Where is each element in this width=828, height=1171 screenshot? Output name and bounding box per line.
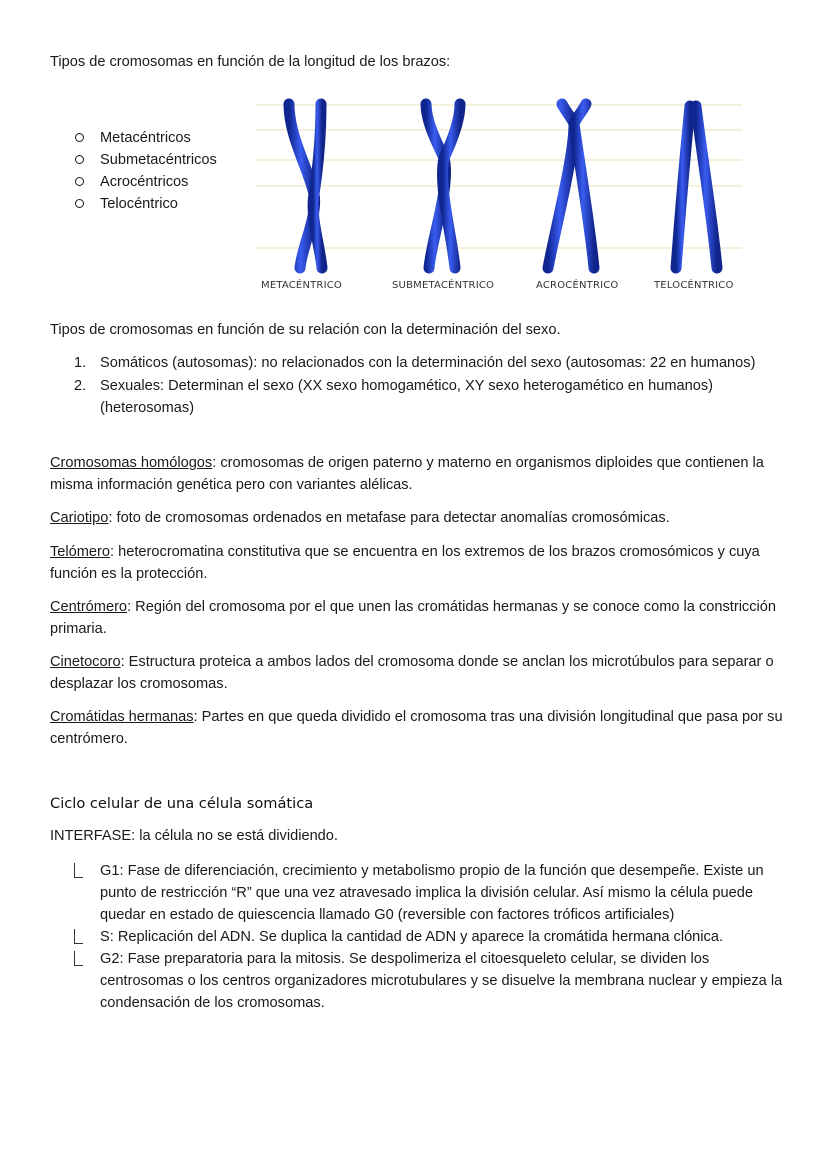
list-item: 1. Somáticos (autosomas): no relacionados con la determinación del sexo (autosomas: 22 en humanos) (74, 355, 756, 371)
list-item: Telocéntrico (72, 193, 217, 215)
circle-bullet-icon (75, 199, 84, 208)
definition-telomere: Telómero: heterocromatina constitutiva que se encuentra en los extremos de los brazos cromosómicos y cuya función es la protección. (50, 544, 760, 582)
list-item: Metacéntricos (72, 127, 217, 149)
corner-bullet-icon (74, 951, 83, 966)
circle-bullet-icon (75, 177, 84, 186)
phase-list (50, 860, 790, 1014)
definition-centromere: Centrómero: Región del cromosoma por el que unen las cromátidas hermanas y se conoce como la constricción primaria. (50, 599, 776, 637)
corner-bullet-icon (74, 929, 83, 944)
list-item: 2. Sexuales: Determinan el sexo (XX sexo homogamético, XY sexo heterogamético en humanos) (heterosomas) (74, 378, 713, 416)
corner-bullet-icon (74, 863, 83, 878)
cell-cycle-title: Ciclo celular de una célula somática (50, 795, 314, 812)
definition-sister-chromatids: Cromátidas hermanas: Partes en que queda dividido el cromosoma tras una división longitudinal que pasa por su centrómero. (50, 709, 783, 747)
list-item: G1: Fase de diferenciación, crecimiento y metabolismo propio de la función que desempeñe. Existe un punto de restricción “R” que una vez atravesado implica la división celular. Así mismo la célula puede quedar en estado de quiescencia llamado G0 (reversible con factores tróficos artificiales) (50, 860, 790, 926)
metacentric-label: METACÉNTRICO (261, 280, 342, 291)
circle-bullet-icon (75, 155, 84, 164)
definition-karyotype: Cariotipo: foto de cromosomas ordenados en metafase para detectar anomalías cromosómicas. (50, 510, 670, 526)
definition-homologous: Cromosomas homólogos: cromosomas de origen paterno y materno en organismos diploides que contienen la misma información genética pero con variantes alélicas. (50, 455, 764, 493)
submetacentric-label: SUBMETACÉNTRICO (392, 280, 495, 291)
chromosome-types-figure (256, 96, 742, 296)
sex-determination-list (50, 352, 790, 420)
sex-determination-heading: Tipos de cromosomas en función de su relación con la determinación del sexo. (50, 322, 561, 338)
list-item: G2: Fase preparatoria para la mitosis. Se despolimeriza el citoesqueleto celular, se dividen los centrosomas o los centros organizadores microtubulares y se disuelve la membrana nuclear y empieza la condensación de los cromosomas. (50, 948, 790, 1014)
list-item: S: Replicación del ADN. Se duplica la cantidad de ADN y aparece la cromátida hermana clónica. (50, 926, 790, 948)
arm-length-heading: Tipos de cromosomas en función de la longitud de los brazos: (50, 54, 451, 70)
telocentric-label: TELOCÉNTRICO (654, 280, 734, 291)
acrocentric-label: ACROCÉNTRICO (536, 280, 619, 291)
definition-kinetochore: Cinetocoro: Estructura proteica a ambos lados del cromosoma donde se anclan los microtúbulos para separar o desplazar los cromosomas. (50, 654, 774, 692)
guide-lines (256, 105, 742, 248)
circle-bullet-icon (75, 133, 84, 142)
list-item: Acrocéntricos (72, 171, 217, 193)
arm-length-list (72, 127, 217, 215)
list-item: Submetacéntricos (72, 149, 217, 171)
interfase-text: INTERFASE: la célula no se está dividiendo. (50, 828, 338, 844)
